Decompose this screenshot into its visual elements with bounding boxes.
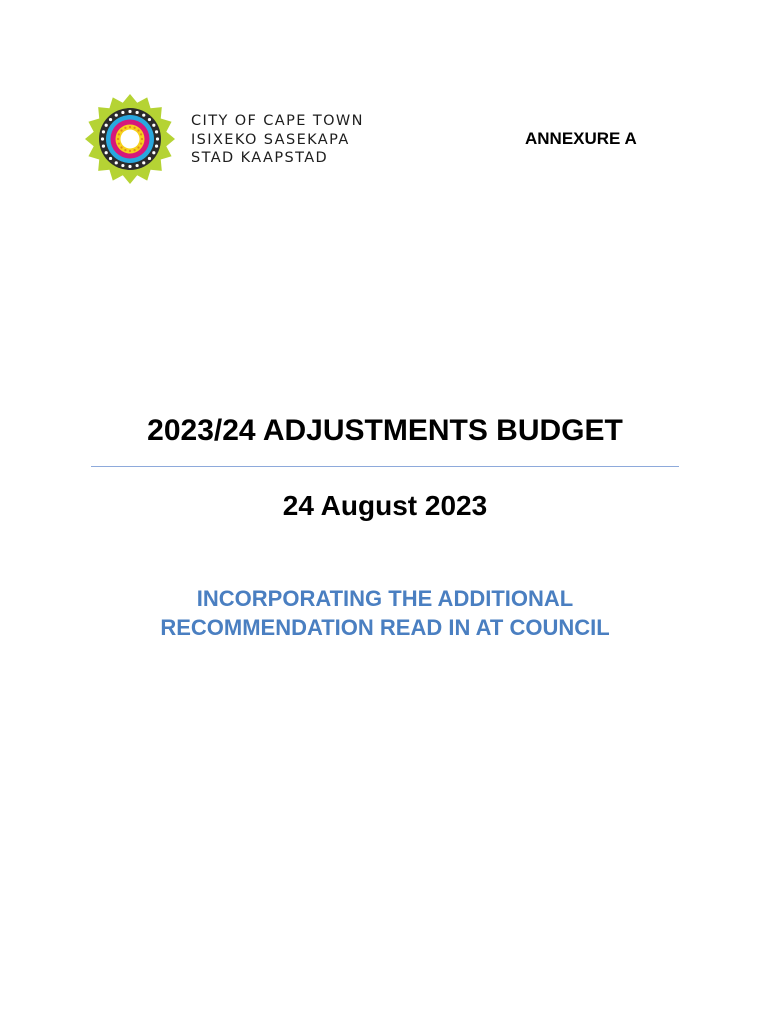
title-divider (91, 466, 679, 467)
document-subtitle (0, 584, 770, 642)
document-title: 2023/24 ADJUSTMENTS BUDGET (147, 414, 623, 447)
city-of-cape-town-emblem-icon (84, 93, 176, 185)
annexure-label: ANNEXURE A (525, 129, 637, 148)
org-name-xhosa: ISIXEKO SASEKAPA (191, 131, 350, 148)
subtitle-line-2: RECOMMENDATION READ IN AT COUNCIL (160, 615, 610, 640)
subtitle-line-1: INCORPORATING THE ADDITIONAL (196, 586, 574, 611)
org-name-english: CITY OF CAPE TOWN (191, 113, 364, 129)
org-name-afrikaans: STAD KAAPSTAD (191, 150, 329, 166)
document-date: 24 August 2023 (282, 490, 488, 521)
organisation-name (191, 112, 364, 168)
